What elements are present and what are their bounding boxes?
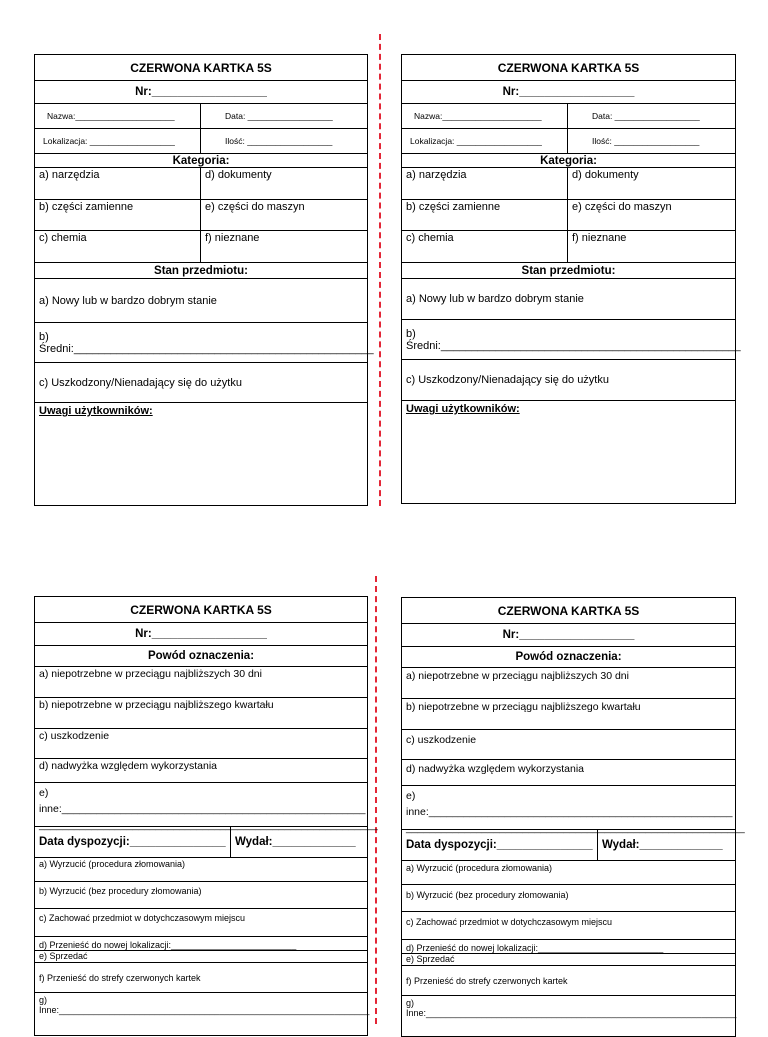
category-f-label: f) nieznane [205, 232, 260, 244]
quantity-label: Ilość: __________________ [225, 136, 333, 146]
reason-e-line1: e) inne:____________________________________________________ [406, 790, 733, 818]
disposition-date-label: Data dyspozycji:_______________ [39, 836, 226, 848]
reason-b-label: b) niepotrzebne w przeciągu najbliższego kwartału [39, 699, 274, 711]
date-field[interactable] [201, 104, 367, 128]
action-b[interactable] [402, 885, 735, 912]
category-b[interactable] [35, 200, 201, 230]
condition-header-text: Stan przedmiotu: [521, 264, 616, 277]
category-d[interactable] [568, 168, 735, 199]
red-tag-card-top-right [401, 54, 741, 504]
action-b-label: b) Wyrzucić (bez procedury złomowania) [406, 890, 569, 900]
category-b-label: b) części zamienne [406, 201, 501, 213]
category-f[interactable] [201, 231, 367, 262]
quantity-label: Ilość: __________________ [592, 136, 700, 146]
reason-header [35, 646, 367, 667]
reason-e-other[interactable] [35, 783, 378, 831]
action-g-label: g) Inne:______________________________________________________________ [406, 998, 737, 1018]
action-b-label: b) Wyrzucić (bez procedury złomowania) [39, 886, 202, 896]
category-a-label: a) narzędzia [39, 169, 100, 181]
condition-a-label: a) Nowy lub w bardzo dobrym stanie [406, 293, 584, 305]
reason-a[interactable] [402, 668, 735, 699]
reason-d-label: d) nadwyżka względem wykorzystania [39, 760, 217, 772]
action-d[interactable] [402, 940, 735, 954]
action-e-label: e) Sprzedać [406, 954, 455, 964]
quantity-field[interactable] [568, 129, 735, 153]
reason-b-label: b) niepotrzebne w przeciągu najbliższego kwartału [406, 701, 641, 713]
reason-c[interactable] [35, 729, 367, 759]
reason-d[interactable] [35, 759, 367, 783]
reason-e-line2: __________________________________________________________ [39, 819, 378, 831]
location-field[interactable] [35, 129, 201, 153]
category-b-label: b) części zamienne [39, 201, 134, 213]
category-d[interactable] [201, 168, 367, 199]
category-f-label: f) nieznane [572, 232, 627, 244]
category-e-label: e) części do maszyn [205, 201, 305, 213]
reason-c-label: c) uszkodzenie [406, 734, 477, 746]
card-title-text: CZERWONA KARTKA 5S [497, 603, 640, 618]
category-b[interactable] [402, 200, 568, 230]
action-e-label: e) Sprzedać [39, 951, 88, 961]
condition-b-label: b) Średni:_________________________________________________ [39, 330, 374, 355]
card-title-text: CZERWONA KARTKA 5S [130, 602, 272, 617]
category-e[interactable] [201, 200, 367, 230]
reason-a-label: a) niepotrzebne w przeciągu najbliższych 30 dni [39, 668, 262, 680]
location-label: Lokalizacja: __________________ [410, 136, 542, 146]
category-d-label: d) dokumenty [572, 169, 639, 181]
cut-line-top [379, 34, 381, 506]
action-g[interactable] [35, 993, 370, 1033]
remarks-area[interactable] [35, 403, 367, 503]
issued-by-label: Wydał:_____________ [235, 836, 356, 848]
condition-a[interactable] [35, 279, 367, 323]
action-f[interactable] [35, 963, 367, 993]
category-header [35, 154, 367, 168]
action-g-label: g) Inne:______________________________________________________________ [39, 995, 370, 1015]
category-header-text: Kategoria: [172, 154, 230, 167]
reason-a[interactable] [35, 667, 367, 698]
category-c-label: c) chemia [39, 232, 87, 244]
category-c[interactable] [402, 231, 568, 262]
condition-c-label: c) Uszkodzony/Nienadający się do użytku [39, 376, 242, 389]
condition-c-label: c) Uszkodzony/Nienadający się do użytku [406, 374, 609, 386]
name-field[interactable] [35, 104, 201, 128]
card-title [402, 598, 735, 624]
category-header [402, 154, 735, 168]
name-label: Nazwa:_____________________ [414, 111, 542, 121]
red-tag-card-bottom-right [401, 597, 745, 1037]
reason-a-label: a) niepotrzebne w przeciągu najbliższych 30 dni [406, 670, 629, 682]
action-d-label: d) Przenieść do nowej lokalizacji:_________________________ [406, 943, 664, 953]
nr-field[interactable] [402, 624, 735, 647]
condition-b[interactable] [402, 320, 741, 360]
reason-c[interactable] [402, 730, 735, 760]
action-b[interactable] [35, 882, 367, 909]
location-label: Lokalizacja: __________________ [43, 136, 175, 146]
condition-b-label: b) Średni:_________________________________________________ [406, 327, 741, 352]
date-label: Data: __________________ [225, 111, 333, 121]
action-a[interactable] [35, 858, 367, 882]
category-c[interactable] [35, 231, 201, 262]
card-title [35, 597, 367, 623]
issued-by-field[interactable] [231, 827, 367, 857]
nr-field[interactable] [35, 623, 367, 646]
action-d-label: d) Przenieść do nowej lokalizacji:_________________________ [39, 940, 297, 950]
reason-b[interactable] [35, 698, 367, 729]
condition-header-text: Stan przedmiotu: [154, 264, 248, 277]
location-field[interactable] [402, 129, 568, 153]
reason-header [402, 647, 735, 668]
card-title [35, 55, 367, 81]
condition-c[interactable] [402, 360, 735, 401]
action-c[interactable] [35, 909, 367, 937]
category-d-label: d) dokumenty [205, 169, 272, 181]
reason-b[interactable] [402, 699, 735, 730]
action-e[interactable] [35, 951, 367, 963]
disposition-date-field[interactable] [35, 827, 231, 857]
category-a-label: a) narzędzia [406, 169, 467, 181]
card-title-text: CZERWONA KARTKA 5S [497, 60, 640, 75]
issued-by-label: Wydał:_____________ [602, 839, 723, 851]
condition-b[interactable] [35, 323, 374, 363]
category-e[interactable] [568, 200, 735, 230]
action-f-label: f) Przenieść do strefy czerwonych kartek [406, 975, 568, 986]
nr-label: Nr:__________________ [502, 86, 635, 98]
action-a-label: a) Wyrzucić (procedura złomowania) [406, 863, 552, 873]
condition-header [35, 263, 367, 279]
nr-label: Nr:__________________ [135, 86, 267, 98]
reason-header-text: Powód oznaczenia: [515, 651, 622, 663]
reason-e-line2: __________________________________________________________ [406, 822, 745, 834]
disposition-date-field[interactable] [402, 830, 598, 860]
action-g[interactable] [402, 996, 735, 1036]
condition-a[interactable] [402, 279, 735, 320]
disposition-date-label: Data dyspozycji:_______________ [406, 839, 593, 851]
red-tag-card-top-left [34, 54, 374, 506]
remarks-header: Uwagi użytkowników: [39, 405, 153, 417]
card-title [402, 55, 735, 81]
date-field[interactable] [568, 104, 735, 128]
action-d[interactable] [35, 937, 367, 951]
name-label: Nazwa:_____________________ [47, 111, 175, 121]
issued-by-field[interactable] [598, 830, 735, 860]
reason-e-line1: e) inne:____________________________________________________ [39, 787, 366, 815]
remarks-header: Uwagi użytkowników: [406, 403, 520, 415]
date-label: Data: __________________ [592, 111, 700, 121]
action-f[interactable] [402, 966, 735, 996]
action-a[interactable] [402, 861, 735, 885]
category-a[interactable] [35, 168, 201, 199]
category-f[interactable] [568, 231, 735, 262]
condition-c[interactable] [35, 363, 367, 403]
nr-field[interactable] [402, 81, 735, 104]
remarks-area[interactable] [402, 401, 735, 501]
action-c-label: c) Zachować przedmiot w dotychczasowym miejscu [406, 917, 613, 927]
action-c[interactable] [402, 912, 735, 940]
category-e-label: e) części do maszyn [572, 201, 672, 213]
reason-c-label: c) uszkodzenie [39, 730, 110, 742]
nr-label: Nr:__________________ [502, 629, 635, 641]
condition-header [402, 263, 735, 279]
action-e[interactable] [402, 954, 735, 966]
red-tag-card-bottom-left [34, 596, 378, 1036]
cut-line-bottom [375, 576, 377, 1024]
category-a[interactable] [402, 168, 568, 199]
reason-d[interactable] [402, 760, 735, 786]
card-title-text: CZERWONA KARTKA 5S [130, 60, 272, 75]
action-c-label: c) Zachować przedmiot w dotychczasowym miejscu [39, 913, 246, 923]
condition-a-label: a) Nowy lub w bardzo dobrym stanie [39, 294, 217, 307]
action-f-label: f) Przenieść do strefy czerwonych kartek [39, 972, 201, 983]
name-field[interactable] [402, 104, 568, 128]
reason-d-label: d) nadwyżka względem wykorzystania [406, 763, 584, 775]
action-a-label: a) Wyrzucić (procedura złomowania) [39, 859, 185, 869]
category-c-label: c) chemia [406, 232, 454, 244]
nr-field[interactable] [35, 81, 367, 104]
category-header-text: Kategoria: [540, 154, 597, 167]
nr-label: Nr:__________________ [135, 628, 267, 640]
quantity-field[interactable] [201, 129, 367, 153]
reason-e-other[interactable] [402, 786, 745, 834]
reason-header-text: Powód oznaczenia: [147, 650, 255, 662]
